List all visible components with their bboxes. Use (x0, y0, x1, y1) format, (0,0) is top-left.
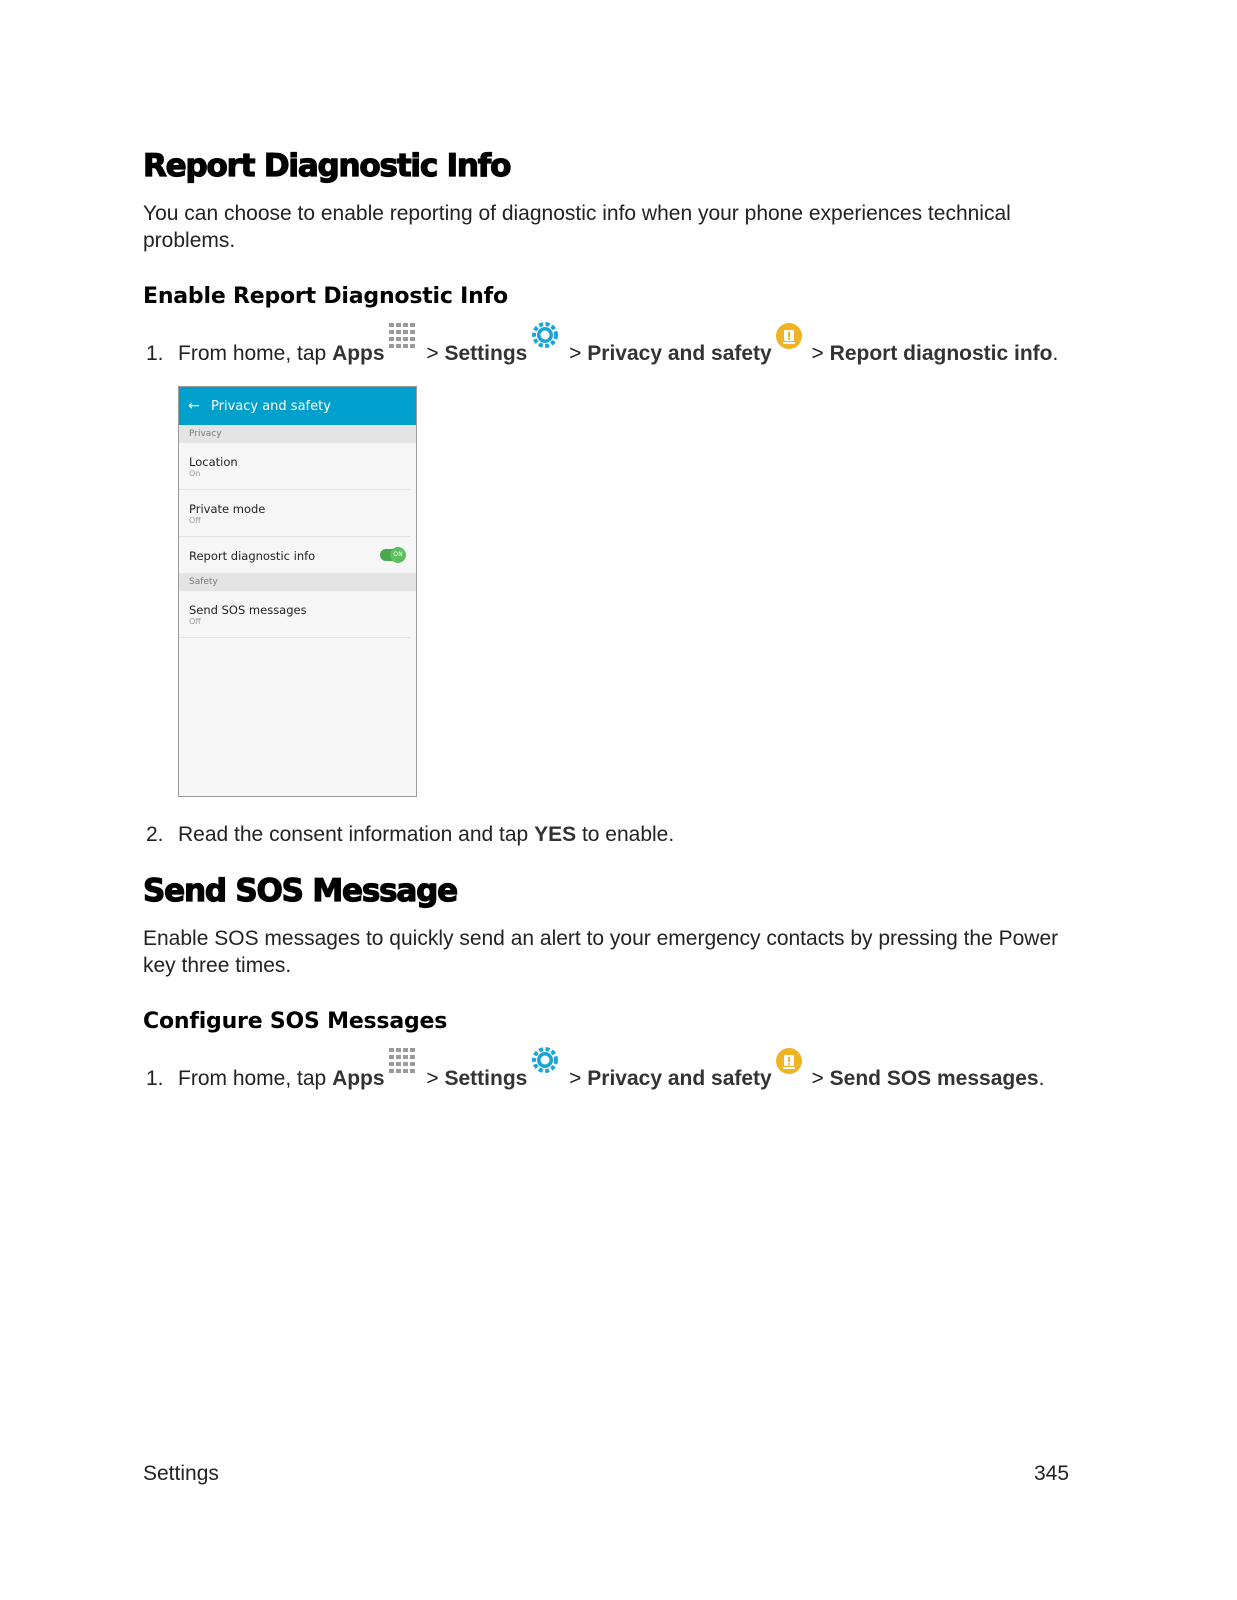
yes-label: YES (534, 823, 577, 846)
sos-target-label: Send SOS messages (829, 1067, 1039, 1090)
report-diagnostic-toggle[interactable] (380, 549, 404, 561)
setting-title: Send SOS messages (189, 603, 307, 617)
settings-gear-icon (530, 1045, 560, 1075)
app-bar-title: Privacy and safety (211, 398, 331, 414)
app-bar (179, 387, 416, 425)
footer-page-number: 345 (1034, 1462, 1070, 1485)
category-safety: Safety (179, 573, 416, 591)
privacy-safety-icon (775, 322, 803, 350)
setting-private-mode[interactable] (179, 490, 410, 537)
step-1-sos: 1. From home, tap Apps > Settings > Privacy and safety > Send SOS messages. (146, 1057, 1044, 1093)
apps-grid-icon (388, 1047, 418, 1075)
setting-title: Report diagnostic info (189, 549, 316, 563)
step-number: 2. (146, 823, 164, 846)
footer-section-name: Settings (143, 1462, 219, 1485)
section-title-report-diagnostic: Report Diagnostic Info (143, 148, 511, 184)
back-arrow-icon[interactable]: ← (188, 398, 200, 414)
setting-title: Private mode (189, 502, 266, 516)
setting-status: On (189, 469, 201, 478)
report-target-label: Report diagnostic info (829, 342, 1053, 365)
category-privacy: Privacy (179, 425, 416, 443)
section-title-send-sos: Send SOS Message (143, 873, 457, 909)
step-1-report: 1. From home, tap Apps > Settings > Privacy and safety > Report diagnostic info. (146, 332, 1058, 368)
setting-report-diagnostic[interactable] (179, 537, 410, 573)
step-number: 1. (146, 1067, 164, 1090)
setting-status: Off (189, 516, 201, 525)
subheading-enable-report: Enable Report Diagnostic Info (143, 284, 508, 309)
apps-grid-icon (388, 322, 418, 350)
privacy-label: Privacy and safety (587, 342, 772, 365)
phone-screenshot (178, 386, 417, 797)
send-sos-intro: Enable SOS messages to quickly send an alert to your emergency contacts by pressing the Power key three times. (143, 927, 1059, 977)
subheading-configure-sos: Configure SOS Messages (143, 1009, 448, 1034)
step-2-report: 2. Read the consent information and tap YES to enable. (146, 821, 674, 849)
privacy-safety-icon (775, 1047, 803, 1075)
apps-label: Apps (332, 342, 385, 365)
step-number: 1. (146, 342, 164, 365)
setting-status: Off (189, 617, 201, 626)
apps-label: Apps (332, 1067, 385, 1090)
toggle-knob: ON (390, 547, 406, 563)
settings-label: Settings (444, 1067, 528, 1090)
report-diagnostic-intro: You can choose to enable reporting of diagnostic info when your phone experiences technical problems. (143, 202, 1011, 252)
settings-gear-icon (530, 320, 560, 350)
settings-label: Settings (444, 342, 528, 365)
privacy-label: Privacy and safety (587, 1067, 772, 1090)
setting-send-sos[interactable] (179, 591, 410, 638)
setting-title: Location (189, 455, 238, 469)
setting-location[interactable] (179, 443, 410, 490)
